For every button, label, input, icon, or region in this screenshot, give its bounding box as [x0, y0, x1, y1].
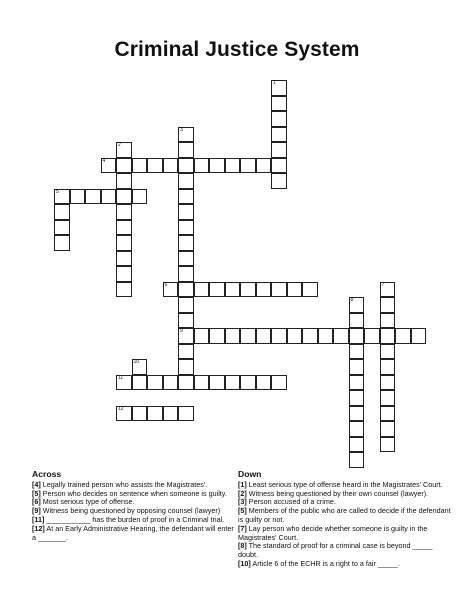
grid-cell[interactable]: [194, 375, 210, 391]
down-clue-number: [8]: [238, 541, 247, 551]
grid-cell[interactable]: [240, 328, 256, 344]
down-clue: [238, 507, 453, 525]
grid-cell[interactable]: [147, 375, 163, 391]
grid-cell[interactable]: [116, 189, 132, 205]
grid-cell[interactable]: [225, 375, 241, 391]
across-heading: Across: [32, 469, 62, 479]
grid-cell[interactable]: [209, 375, 225, 391]
grid-cell[interactable]: [178, 344, 194, 360]
grid-cell[interactable]: [116, 158, 132, 174]
grid-cell[interactable]: [70, 189, 86, 205]
grid-cell[interactable]: [380, 421, 396, 437]
grid-clue-number: 5: [56, 188, 59, 195]
grid-cell[interactable]: [132, 359, 148, 375]
grid-cell[interactable]: [178, 359, 194, 375]
grid-cell[interactable]: [163, 406, 179, 422]
grid-clue-number: 6: [164, 281, 168, 288]
down-heading: Down: [238, 469, 262, 479]
grid-cell[interactable]: [85, 189, 101, 205]
down-clue-number: [2]: [238, 488, 247, 498]
grid-cell[interactable]: [178, 127, 194, 143]
grid-cell[interactable]: [318, 328, 334, 344]
grid-cell[interactable]: [178, 266, 194, 282]
down-clue: [238, 525, 453, 543]
grid-cell[interactable]: [116, 406, 132, 422]
grid-cell[interactable]: [178, 158, 194, 174]
grid-cell[interactable]: [225, 282, 241, 298]
grid-cell[interactable]: [178, 142, 194, 158]
grid-cell[interactable]: [116, 220, 132, 236]
grid-cell[interactable]: [349, 421, 365, 437]
grid-clue-number: 11: [118, 374, 124, 381]
across-clue-text: ___________ has the burden of proof in a Criminal trial.: [46, 514, 225, 524]
grid-cell[interactable]: [380, 375, 396, 391]
grid-cell[interactable]: [178, 173, 194, 189]
grid-cell[interactable]: [178, 313, 194, 329]
down-clue-text: The standard of proof for a criminal case is beyond _____ doubt.: [238, 541, 433, 560]
grid-cell[interactable]: [116, 235, 132, 251]
grid-cell[interactable]: [178, 220, 194, 236]
grid-clue-number: 2: [118, 142, 121, 148]
grid-cell[interactable]: [271, 282, 287, 298]
grid-cell[interactable]: [271, 96, 287, 112]
grid-cell[interactable]: [349, 297, 365, 313]
grid-cell[interactable]: [178, 328, 194, 344]
down-clue-text: Least serious type of offense heard in the Magistrates' Court.: [248, 479, 443, 489]
grid-cell[interactable]: [380, 359, 396, 375]
grid-cell[interactable]: [101, 189, 117, 205]
grid-cell[interactable]: [380, 313, 396, 329]
grid-cell[interactable]: [271, 111, 287, 127]
grid-cell[interactable]: [116, 251, 132, 267]
grid-cell[interactable]: [178, 189, 194, 205]
grid-cell[interactable]: [54, 204, 70, 220]
across-clue-text: Legally trained person who assists the Magistrates'.: [42, 479, 208, 489]
down-clues: [238, 470, 453, 569]
down-clue-number: [10]: [238, 558, 251, 568]
across-clue-number: [11]: [32, 514, 45, 524]
down-clue-text: Lay person who decide whether someone is guilty in the Magistrates' Court.: [238, 523, 428, 542]
across-clue-text: At an Early Administrative Hearing, the defendant will enter a _______.: [32, 523, 234, 542]
grid-cell[interactable]: [349, 328, 365, 344]
grid-cell[interactable]: [194, 158, 210, 174]
grid-cell[interactable]: [147, 406, 163, 422]
grid-cell[interactable]: [178, 375, 194, 391]
across-clue-number: [9]: [32, 506, 41, 516]
grid-cell[interactable]: [178, 406, 194, 422]
grid-cell[interactable]: [116, 173, 132, 189]
grid-cell[interactable]: [178, 297, 194, 313]
grid-cell[interactable]: [225, 328, 241, 344]
grid-cell[interactable]: [116, 282, 132, 298]
grid-cell[interactable]: [132, 375, 148, 391]
down-clue-number: [7]: [238, 523, 247, 533]
down-clue-text: Members of the public who are called to decide if the defendant is guilty or not.: [238, 506, 451, 524]
grid-cell[interactable]: [349, 375, 365, 391]
grid-cell[interactable]: [54, 189, 70, 205]
grid-clue-number: 8: [350, 297, 354, 303]
grid-cell[interactable]: [349, 344, 365, 360]
grid-cell[interactable]: [271, 328, 287, 344]
grid-cell[interactable]: [178, 251, 194, 267]
page-title: Criminal Justice System: [114, 38, 360, 61]
grid-cell[interactable]: [302, 328, 318, 344]
grid-clue-number: 12: [118, 405, 124, 412]
grid-cell[interactable]: [163, 158, 179, 174]
grid-clue-number: 1: [273, 80, 276, 86]
grid-cell[interactable]: [271, 127, 287, 143]
grid-cell[interactable]: [256, 282, 272, 298]
grid-cell[interactable]: [271, 173, 287, 189]
grid-cell[interactable]: [271, 158, 287, 174]
grid-cell[interactable]: [132, 406, 148, 422]
grid-clue-number: 10: [133, 359, 140, 365]
grid-cell[interactable]: [411, 328, 427, 344]
grid-cell[interactable]: [225, 158, 241, 174]
across-clue-text: Most serious type of offense.: [42, 497, 135, 507]
across-clue-number: [5]: [32, 488, 41, 498]
grid-cell[interactable]: [349, 452, 365, 468]
grid-cell[interactable]: [163, 375, 179, 391]
grid-cell[interactable]: [349, 390, 365, 406]
down-clue-number: [1]: [238, 479, 247, 489]
grid-cell[interactable]: [178, 204, 194, 220]
grid-cell[interactable]: [287, 328, 303, 344]
down-clue-number: [3]: [238, 497, 247, 507]
grid-cell[interactable]: [380, 297, 396, 313]
across-clue: [32, 525, 237, 543]
grid-cell[interactable]: [271, 142, 287, 158]
grid-cell[interactable]: [101, 158, 117, 174]
grid-clue-number: 9: [180, 328, 183, 334]
grid-cell[interactable]: [240, 282, 256, 298]
grid-cell[interactable]: [380, 437, 396, 453]
grid-cell[interactable]: [163, 282, 179, 298]
across-clue-text: Witness being questioned by opposing counsel (lawyer): [42, 506, 221, 516]
grid-cell[interactable]: [116, 266, 132, 282]
grid-cell[interactable]: [349, 406, 365, 422]
grid-cell[interactable]: [54, 220, 70, 236]
grid-cell[interactable]: [380, 344, 396, 360]
grid-cell[interactable]: [54, 235, 70, 251]
grid-clue-number: 4: [102, 157, 106, 164]
grid-cell[interactable]: [380, 328, 396, 344]
down-clue-text: Witness being questioned by their own counsel (lawyer).: [248, 488, 429, 498]
grid-cell[interactable]: [178, 282, 194, 298]
grid-cell[interactable]: [116, 142, 132, 158]
grid-cell[interactable]: [256, 328, 272, 344]
down-clue: [238, 560, 453, 569]
down-clue: [238, 542, 453, 560]
grid-cell[interactable]: [287, 282, 303, 298]
grid-cell[interactable]: [209, 328, 225, 344]
grid-cell[interactable]: [349, 313, 365, 329]
across-clue-number: [4]: [32, 479, 41, 489]
grid-cell[interactable]: [240, 158, 256, 174]
across-clue-text: Person who decides on sentence when someone is guilty.: [42, 488, 227, 498]
grid-cell[interactable]: [240, 375, 256, 391]
grid-cell[interactable]: [194, 328, 210, 344]
grid-cell[interactable]: [395, 328, 411, 344]
grid-cell[interactable]: [349, 359, 365, 375]
grid-cell[interactable]: [302, 282, 318, 298]
grid-cell[interactable]: [147, 158, 163, 174]
grid-clue-number: 3: [180, 126, 183, 133]
grid-cell[interactable]: [178, 235, 194, 251]
grid-cell[interactable]: [256, 375, 272, 391]
down-clue-number: [5]: [238, 506, 247, 516]
grid-cell[interactable]: [116, 204, 132, 220]
grid-clue-number: 7: [381, 281, 385, 288]
grid-cell[interactable]: [364, 328, 380, 344]
grid-cell[interactable]: [271, 375, 287, 391]
across-clue-number: [6]: [32, 497, 41, 507]
grid-cell[interactable]: [132, 158, 148, 174]
across-clues: [32, 470, 237, 542]
grid-cell[interactable]: [256, 158, 272, 174]
grid-cell[interactable]: [380, 282, 396, 298]
grid-cell[interactable]: [209, 158, 225, 174]
down-clue-text: Person accused of a crime.: [248, 497, 336, 507]
grid-cell[interactable]: [349, 437, 365, 453]
grid-cell[interactable]: [132, 189, 148, 205]
grid-cell[interactable]: [380, 390, 396, 406]
grid-cell[interactable]: [380, 406, 396, 422]
across-clue-number: [12]: [32, 523, 45, 533]
grid-cell[interactable]: [209, 282, 225, 298]
down-clue-text: Article 6 of the ECHR is a right to a fair _____.: [252, 558, 400, 568]
grid-cell[interactable]: [116, 375, 132, 391]
grid-cell[interactable]: [271, 80, 287, 96]
grid-cell[interactable]: [333, 328, 349, 344]
grid-cell[interactable]: [194, 282, 210, 298]
